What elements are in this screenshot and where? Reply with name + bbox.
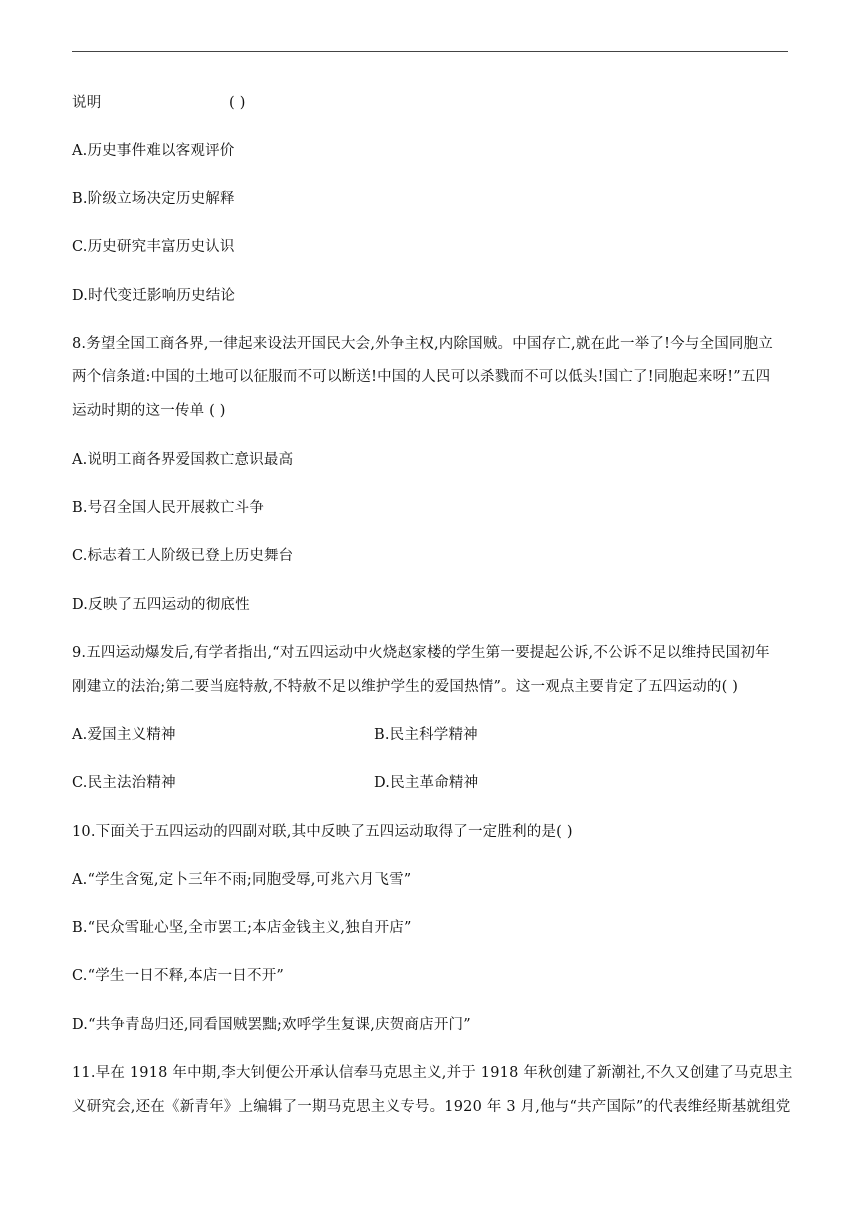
q9-stem-line-1: 9.五四运动爆发后,有学者指出,“对五四运动中火烧赵家楼的学生第一要提起公诉,不公诉不足以维持民国初年 bbox=[72, 645, 770, 661]
answer-paren: ( ) bbox=[229, 95, 246, 111]
q7-option-b: B.阶级立场决定历史解释 bbox=[72, 191, 235, 207]
q10-stem: 10.下面关于五四运动的四副对联,其中反映了五四运动取得了一定胜利的是( ) bbox=[72, 824, 573, 840]
q8-option-d: D.反映了五四运动的彻底性 bbox=[72, 597, 250, 613]
q8-stem-line-3: 运动时期的这一传单 ( ) bbox=[72, 403, 226, 419]
q10-option-c: C.“学生一日不释,本店一日不开” bbox=[72, 968, 285, 984]
q8-stem-line-2: 两个信条道:中国的土地可以征服而不可以断送!中国的人民可以杀戮而不可以低头!国亡了!同胞起来呀!”五四 bbox=[72, 369, 771, 385]
q7-option-a: A.历史事件难以客观评价 bbox=[72, 143, 235, 159]
q7-option-c: C.历史研究丰富历史认识 bbox=[72, 239, 235, 255]
q8-option-a: A.说明工商各界爱国救亡意识最高 bbox=[72, 452, 294, 468]
q7-option-d: D.时代变迁影响历史结论 bbox=[72, 288, 236, 304]
q10-option-d: D.“共争青岛归还,同看国贼罢黜;欢呼学生复课,庆贺商店开门” bbox=[72, 1017, 471, 1033]
q11-stem-line-2: 义研究会,还在《新青年》上编辑了一期马克思主义专号。1920 年 3 月,他与“共产国际”的代表维经斯基就组党 bbox=[72, 1099, 791, 1115]
q9-option-d: D.民主革命精神 bbox=[374, 775, 479, 791]
q8-option-c: C.标志着工人阶级已登上历史舞台 bbox=[72, 548, 294, 564]
header-rule bbox=[72, 51, 788, 52]
q11-stem-line-1: 11.早在 1918 年中期,李大钊便公开承认信奉马克思主义,并于 1918 年秋创建了新潮社,不久又创建了马克思主 bbox=[72, 1065, 793, 1081]
q9-stem-line-2: 刚建立的法治;第二要当庭特赦,不特赦不足以维护学生的爱国热情”。这一观点主要肯定了五四运动的( ) bbox=[72, 679, 739, 695]
q10-option-a: A.“学生含冤,定卜三年不雨;同胞受辱,可兆六月飞雪” bbox=[72, 872, 412, 888]
q8-stem-line-1: 8.务望全国工商各界,一律起来设法开国民大会,外争主权,内除国贼。中国存亡,就在此一举了!今与全国同胞立 bbox=[72, 336, 773, 352]
question-7-stem-tail bbox=[72, 93, 246, 113]
q9-option-b: B.民主科学精神 bbox=[374, 727, 478, 743]
q9-option-c: C.民主法治精神 bbox=[72, 775, 176, 791]
q9-option-a: A.爱国主义精神 bbox=[72, 727, 176, 743]
stem-text: 说明 bbox=[72, 95, 102, 111]
q8-option-b: B.号召全国人民开展救亡斗争 bbox=[72, 500, 265, 516]
q10-option-b: B.“民众雪耻心坚,全市罢工;本店金钱主义,独自开店” bbox=[72, 920, 412, 936]
